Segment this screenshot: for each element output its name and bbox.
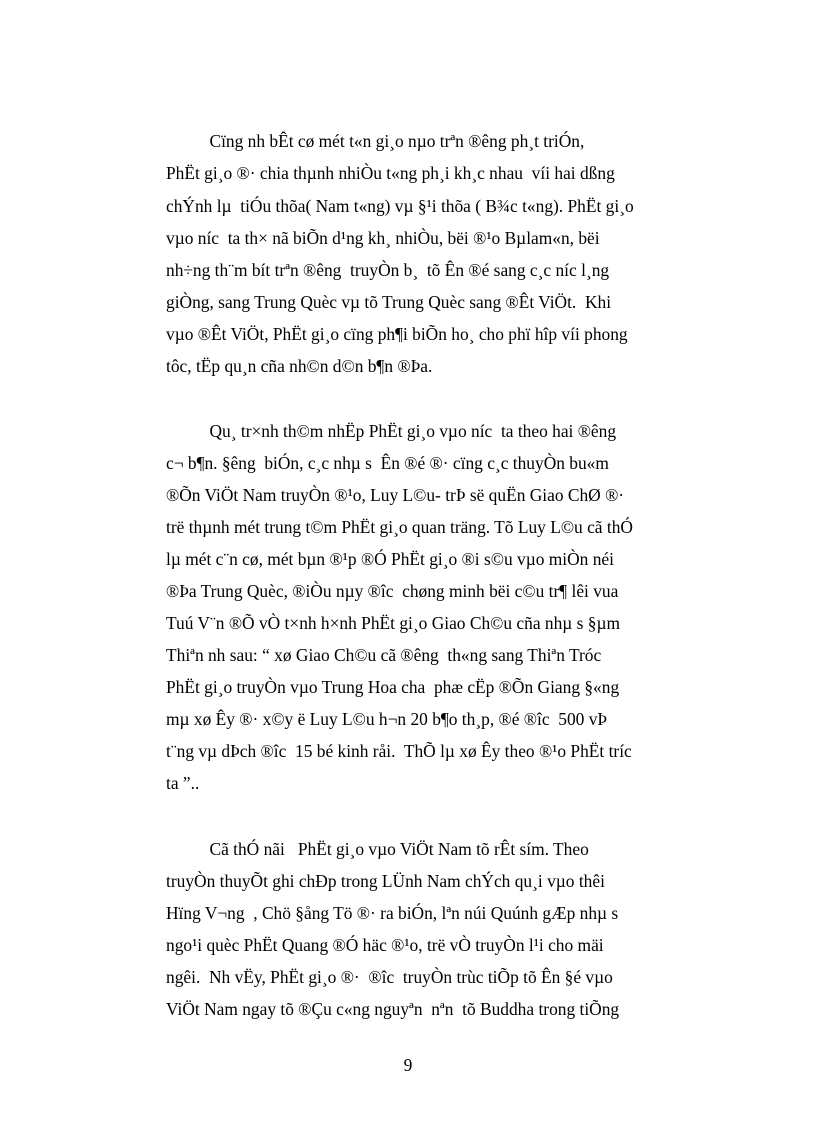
page-number: 9	[403, 1055, 413, 1075]
text-line: t¨ng vµ dÞch ®îc 15 bé kinh råi. ThÕ lµ xø Êy theo ®¹o PhËt tríc	[166, 741, 632, 761]
text-line: ngêi. Nh vËy, PhËt gi¸o ®· ®îc truyÒn trùc tiÕp tõ Ên §é vµo	[166, 967, 613, 987]
text-line: ta ”..	[166, 773, 200, 793]
text-line: ®Þa Trung Quèc, ®iÒu nµy ®îc chøng minh bëi c©u tr¶ lêi vua	[166, 581, 619, 601]
text-line: vµo níc ta th× nã biÕn d¹ng kh¸ nhiÒu, bëi ®¹o Bµlam«n, bëi	[166, 228, 600, 248]
text-line: chÝnh lµ tiÓu thõa( Nam t«ng) vµ §¹i thõa ( B¾c t«ng). PhËt gi¸o	[166, 196, 634, 216]
text-line: c¬ b¶n. §êng biÓn, c¸c nhµ s Ên ®é ®· cïng c¸c thuyÒn bu«m	[166, 453, 609, 473]
text-line: tôc, tËp qu¸n cña nh©n d©n b¶n ®Þa.	[166, 356, 433, 376]
text-line: Cã thÓ nãi PhËt gi¸o vµo ViÖt Nam tõ rÊt sím. Theo	[166, 839, 589, 859]
text-line: mµ xø Êy ®· x©y ë Luy L©u h¬n 20 b¶o th¸p, ®é ®îc 500 vÞ	[166, 709, 608, 729]
text-line: ®Õn ViÖt Nam truyÒn ®¹o, Luy L©u- trÞ së quËn Giao ChØ ®·	[166, 485, 625, 505]
text-line: trë thµnh mét trung t©m PhËt gi¸o quan träng. Tõ Luy L©u cã thÓ	[166, 517, 633, 537]
text-line: PhËt gi¸o ®· chia thµnh nhiÒu t«ng ph¸i kh¸c nhau víi hai dßng	[166, 163, 615, 183]
text-line: truyÒn thuyÕt ghi chÐp trong LÜnh Nam chÝch qu¸i vµo thêi	[166, 871, 605, 891]
text-line: vµo ®Êt ViÖt, PhËt gi¸o cïng ph¶i biÕn ho¸ cho phï hîp víi phong	[166, 324, 628, 344]
text-line: Cïng nh bÊt cø mét t«n gi¸o nµo trªn ®êng ph¸t triÓn,	[166, 131, 585, 151]
text-line: Tuú V¨n ®Õ vÒ t×nh h×nh PhËt gi¸o Giao Ch©u cña nhµ s §µm	[166, 613, 620, 633]
text-line: ngo¹i quèc PhËt Quang ®Ó häc ®¹o, trë vÒ truyÒn l¹i cho mäi	[166, 935, 604, 955]
text-line: giÒng, sang Trung Quèc vµ tõ Trung Quèc sang ®Êt ViÖt. Khi	[166, 292, 612, 312]
text-line: Hïng V¬ng , Chö §ång Tö ®· ra biÓn, lªn núi Quúnh gÆp nhµ s	[166, 903, 619, 923]
text-line: nh÷ng th¨m bít trªn ®êng truyÒn b¸ tõ Ên ®é sang c¸c níc l¸ng	[166, 260, 610, 280]
text-line: PhËt gi¸o truyÒn vµo Trung Hoa cha phæ cËp ®Õn Giang §«ng	[166, 677, 620, 697]
text-line: ViÖt Nam ngay tõ ®Çu c«ng nguyªn nªn tõ Buddha trong tiÕng	[166, 999, 620, 1019]
text-line: Thiªn nh sau: “ xø Giao Ch©u cã ®êng th«ng sang Thiªn Tróc	[166, 645, 602, 665]
text-line: Qu¸ tr×nh th©m nhËp PhËt gi¸o vµo níc ta theo hai ®êng	[166, 421, 617, 441]
text-line: lµ mét c¨n cø, mét bµn ®¹p ®Ó PhËt gi¸o ®i s©u vµo miÒn néi	[166, 549, 614, 569]
